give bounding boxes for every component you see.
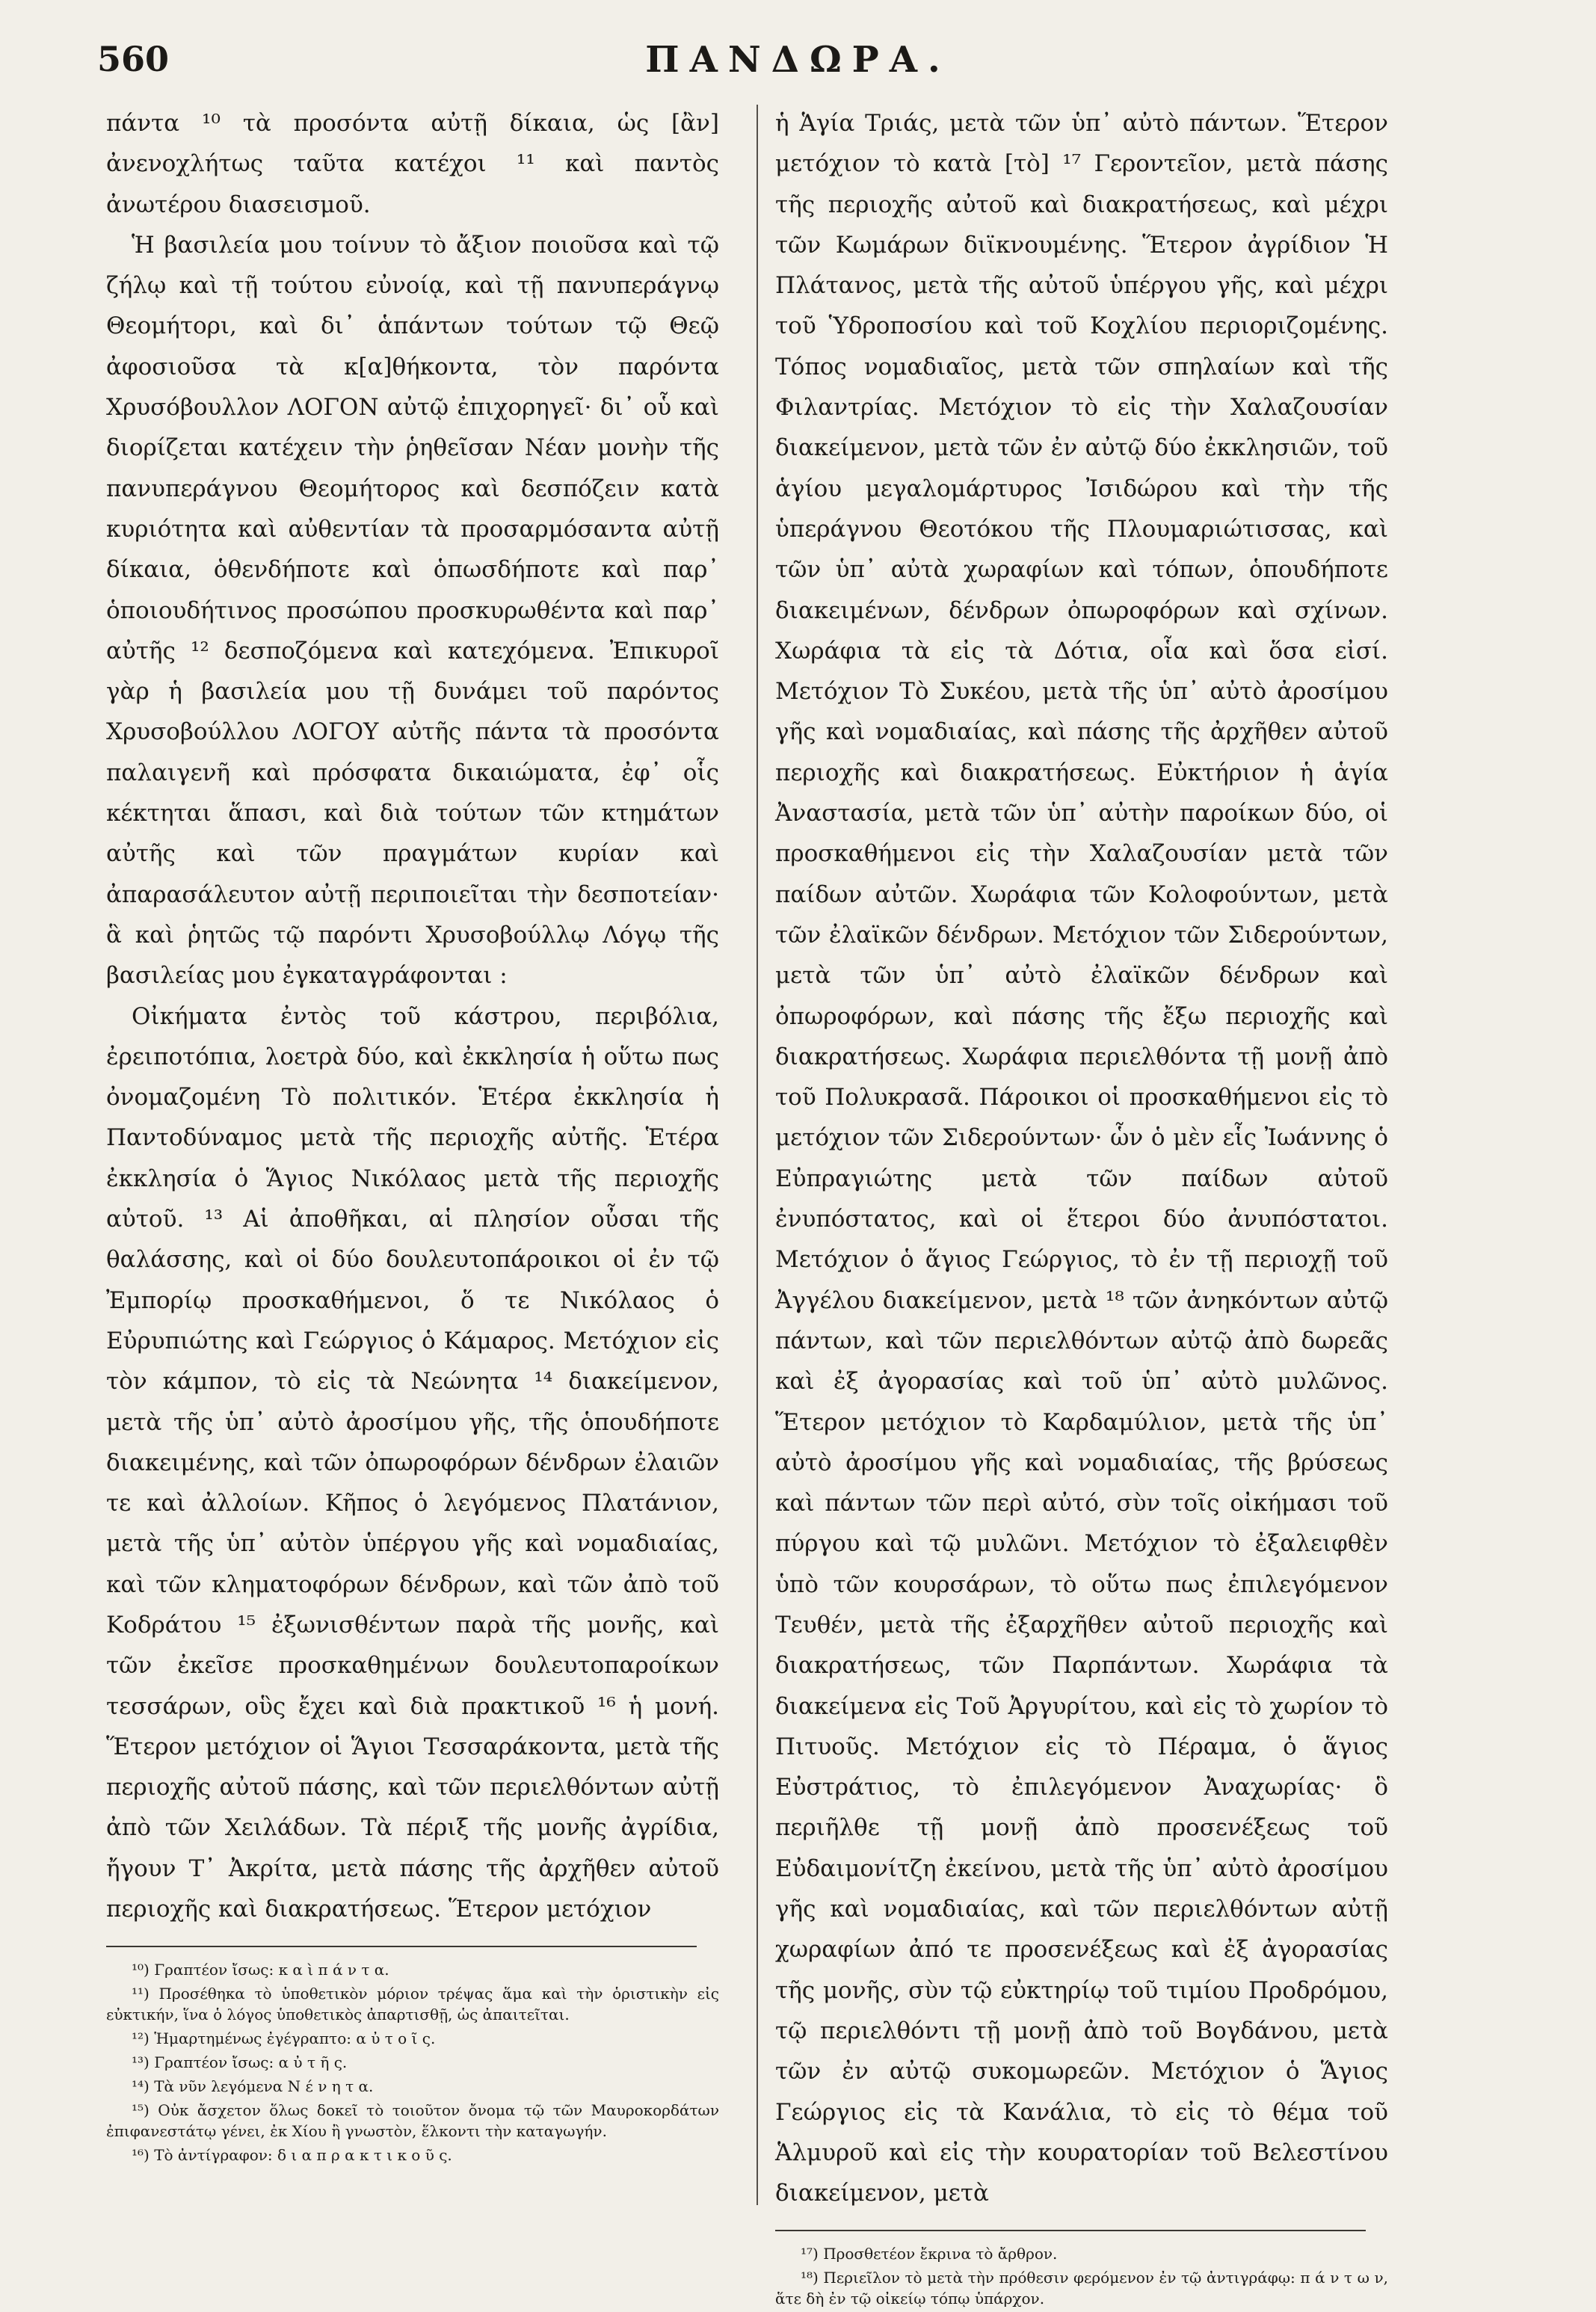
left-body-text	[106, 103, 719, 1929]
right-body-text	[775, 103, 1388, 2213]
footnote: ¹⁵) Οὐκ ἄσχετον ὅλως δοκεῖ τὸ τοιοῦτον ὄνομα τῷ τῶν Μαυροκορδάτων ἐπιφανεστάτῳ γένει, ἐκ Χίου ἢ γνωστὸν, ἕλκοντι τὴν καταγωγήν.	[106, 2101, 719, 2141]
footnote-rule	[106, 1946, 697, 1947]
left-footnotes	[106, 1959, 719, 2165]
left-column	[106, 103, 719, 2168]
footnote: ¹⁷) Προσθετέον ἔκρινα τὸ ἄρθρον.	[801, 2245, 1058, 2263]
right-paragraph: ἡ Ἁγία Τριάς, μετὰ τῶν ὑπ᾽ αὐτὸ πάντων. Ἕτερον μετόχιον τὸ κατὰ [τὸ] ¹⁷ Γεροντεῖον, μετὰ πάσης τῆς περιοχῆς αὐτοῦ καὶ διακρατήσεως, καὶ μέχρι τῶν Κωμάρων διϊκνουμένης. Ἕτερον ἀγρίδιον Ἡ Πλάτανος, μετὰ τῆς αὐτοῦ ὑπέργου γῆς, καὶ μέχρι τοῦ Ὑδροποσίου καὶ τοῦ Κοχλίου περιοριζομένης. Τόπος νομαδιαῖος, μετὰ τῶν σπηλαίων καὶ τῆς Φιλαντρίας. Μετόχιον τὸ εἰς τὴν Χαλαζουσίαν διακείμενον, μετὰ τῶν ἐν αὐτῷ δύο ἐκκλησιῶν, τοῦ ἁγίου μεγαλομάρτυρος Ἰσιδώρου καὶ τὴν τῆς ὑπεράγνου Θεοτόκου τῆς Πλουμαριώτισσας, καὶ τῶν ὑπ᾽ αὐτὰ χωραφίων καὶ τόπων, ὁπουδήποτε διακειμένων, δένδρων ὀπωροφόρων καὶ σχίνων. Χωράφια τὰ εἰς τὰ Δότια, οἷα καὶ ὅσα εἰσί. Μετόχιον Τὸ Συκέου, μετὰ τῆς ὑπ᾽ αὐτὸ ἀροσίμου γῆς καὶ νομαδιαίας, καὶ πάσης τῆς ἀρχῆθεν αὐτοῦ περιοχῆς καὶ διακρατήσεως. Εὐκτήριον ἡ ἁγία Ἀναστασία, μετὰ τῶν ὑπ᾽ αὐτὴν παροίκων δύο, οἱ προσκαθήμενοι εἰς τὴν Χαλαζουσίαν μετὰ τῶν παίδων αὐτῶν. Χωράφια τῶν Κολοφούντων, μετὰ τῶν ἐλαϊκῶν δένδρων. Μετόχιον τῶν Σιδερούντων, μετὰ τῶν ὑπ᾽ αὐτὸ ἐλαϊκῶν δένδρων καὶ ὀπωροφόρων, καὶ πάσης τῆς ἔξω περιοχῆς καὶ διακρατήσεως. Χωράφια περιελθόντα τῇ μονῇ ἀπὸ τοῦ Πολυκρασᾶ. Πάροικοι οἱ προσκαθήμενοι εἰς τὸ μετόχιον τῶν Σιδερούντων· ὧν ὁ μὲν εἷς Ἰωάννης ὁ Εὐπραγιώτης μετὰ τῶν παίδων αὐτοῦ ἐνυπόστατος, καὶ οἱ ἕτεροι δύο ἀνυπόστατοι. Μετόχιον ὁ ἅγιος Γεώργιος, τὸ ἐν τῇ περιοχῇ τοῦ Ἀγγέλου διακείμενον, μετὰ ¹⁸ τῶν ἀνηκόντων αὐτῷ πάντων, καὶ τῶν περιελθόντων αὐτῷ ἀπὸ δωρεᾶς καὶ ἐξ ἀγορασίας καὶ τοῦ ὑπ᾽ αὐτὸ μυλῶνος. Ἕτερον μετόχιον τὸ Καρδαμύλιον, μετὰ τῆς ὑπ᾽ αὐτὸ ἀροσίμου γῆς καὶ νομαδιαίας, τῆς βρύσεως καὶ πάντων τῶν περὶ αὐτό, σὺν τοῖς οἰκήμασι τοῦ πύργου καὶ τῷ μυλῶνι. Μετόχιον τὸ ἐξαλειφθὲν ὑπὸ τῶν κουρσάρων, τὸ οὕτω πως ἐπιλεγόμενον Τευθέν, μετὰ τῆς ἐξαρχῆθεν αὐτοῦ περιοχῆς καὶ διακρατήσεως, τῶν Παρπάντων. Χωράφια τὰ διακείμενα εἰς Τοῦ Ἀργυρίτου, καὶ εἰς τὸ χωρίον τὸ Πιτυοῦς. Μετόχιον εἰς τὸ Πέραμα, ὁ ἅγιος Εὐστράτιος, τὸ ἐπιλεγόμενον Ἀναχωρίας· ὃ περιῆλθε τῇ μονῇ ἀπὸ προσενέξεως τοῦ Εὐδαιμονίτζη ἐκείνου, μετὰ τῆς ὑπ᾽ αὐτὸ ἀροσίμου γῆς καὶ νομαδιαίας, καὶ τῶν περιελθόντων αὐτῇ χωραφίων ἀπό τε προσενέξεως καὶ ἐξ ἀγορασίας τῆς μονῆς, σὺν τῷ εὐκτηρίῳ τοῦ τιμίου Προδρόμου, τῷ περιελθόντι τῇ μονῇ ἀπὸ τοῦ Βογδάνου, μετὰ τῶν ἐν αὐτῷ συκομωρεῶν. Μετόχιον ὁ Ἅγιος Γεώργιος εἰς τὰ Κανάλια, τὸ εἰς τὸ θέμα τοῦ Ἁλμυροῦ καὶ εἰς τὴν κουρατορίαν τοῦ Βελεστίνου διακείμενον, μετὰ	[775, 110, 1388, 2207]
left-paragraph: Οἰκήματα ἐντὸς τοῦ κάστρου, περιβόλια, ἐρειποτόπια, λοετρὰ δύο, καὶ ἐκκλησία ἡ οὕτω πως ὀνομαζομένη Τὸ πολιτικόν. Ἑτέρα ἐκκλησία ἡ Παντοδύναμος μετὰ τῆς περιοχῆς αὐτῆς. Ἑτέρα ἐκκλησία ὁ Ἅγιος Νικόλαος μετὰ τῆς περιοχῆς αὐτοῦ. ¹³ Αἱ ἀποθῆκαι, αἱ πλησίον οὖσαι τῆς θαλάσσης, καὶ οἱ δύο δουλευτοπάροικοι οἱ ἐν τῷ Ἐμπορίῳ προσκαθήμενοι, ὅ τε Νικόλαος ὁ Εὐρυπιώτης καὶ Γεώργιος ὁ Κάμαρος. Μετόχιον εἰς τὸν κάμπον, τὸ εἰς τὰ Νεώνητα ¹⁴ διακείμενον, μετὰ τῆς ὑπ᾽ αὐτὸ ἀροσίμου γῆς, τῆς ὁπουδήποτε διακειμένης, καὶ τῶν ὀπωροφόρων δένδρων ἐλαιῶν τε καὶ ἀλλοίων. Κῆπος ὁ λεγόμενος Πλατάνιον, μετὰ τῆς ὑπ᾽ αὐτὸν ὑπέργου γῆς καὶ νομαδιαίας, καὶ τῶν κληματοφόρων δένδρων, καὶ τῶν ἀπὸ τοῦ Κοδράτου ¹⁵ ἐξωνισθέντων παρὰ τῆς μονῆς, καὶ τῶν ἐκεῖσε προσκαθημένων δουλευτοπαροίκων τεσσάρων, οὓς ἔχει καὶ διὰ πρακτικοῦ ¹⁶ ἡ μονή. Ἕτερον μετόχιον οἱ Ἅγιοι Τεσσαράκοντα, μετὰ τῆς περιοχῆς αὐτοῦ πάσης, καὶ τῶν περιελθόντων αὐτῇ ἀπὸ τῶν Χειλάδων. Τὰ πέριξ τῆς μονῆς ἀγρίδια, ἤγουν Τ᾽ Ἀκρίτα, μετὰ πάσης τῆς ἀρχῆθεν αὐτοῦ περιοχῆς καὶ διακρατήσεως. Ἕτερον μετόχιον	[106, 1002, 719, 1923]
footnote-rule	[775, 2230, 1366, 2231]
page-number: 560	[97, 39, 170, 79]
footnote: ¹¹) Προσέθηκα τὸ ὑποθετικὸν μόριον τρέψας ἅμα καὶ τὴν ὁριστικὴν εἰς εὐκτικήν, ἵνα ὁ λόγος ὑποθετικὸς ἀπαρτισθῇ, ὡς ἀπαιτεῖται.	[106, 1985, 719, 2024]
page-header	[0, 39, 1596, 91]
footnote: ¹⁰) Γραπτέον ἴσως: κ α ὶ π ά ν τ α.	[132, 1961, 389, 1979]
footnote: ¹⁶) Τὸ ἀντίγραφον: δ ι α π ρ α κ τ ι κ ο ῦ ς.	[132, 2146, 452, 2165]
right-column	[775, 103, 1388, 2312]
left-paragraph: Ἡ βασιλεία μου τοίνυν τὸ ἄξιον ποιοῦσα καὶ τῷ ζήλῳ καὶ τῇ τούτου εὐνοίᾳ, καὶ τῇ πανυπεράγνῳ Θεομήτορι, καὶ δι᾽ ἁπάντων τούτων τῷ Θεῷ ἀφοσιοῦσα τὰ κ[α]θήκοντα, τὸν παρόντα Χρυσόβουλλον ΛΟΓΟΝ αὐτῷ ἐπιχορηγεῖ· δι᾽ οὗ καὶ διορίζεται κατέχειν τὴν ῥηθεῖσαν Νέαν μονὴν τῆς πανυπεράγνου Θεομήτορος καὶ δεσπόζειν κατὰ κυριότητα καὶ αὐθεντίαν τὰ προσαρμόσαντα αὐτῇ δίκαια, ὁθενδήποτε καὶ ὁπωσδήποτε καὶ παρ᾽ ὁποιουδήτινος προσώπου προσκυρωθέντα καὶ παρ᾽ αὐτῆς ¹² δεσποζόμενα καὶ κατεχόμενα. Ἐπικυροῖ γὰρ ἡ βασιλεία μου τῇ δυνάμει τοῦ παρόντος Χρυσοβούλλου ΛΟΓΟΥ αὐτῆς πάντα τὰ προσόντα παλαιγενῆ καὶ πρόσφατα δικαιώματα, ἐφ᾽ οἷς κέκτηται ἅπασι, καὶ διὰ τούτων τῶν κτημάτων αὐτῆς καὶ τῶν πραγμάτων κυρίαν καὶ ἀπαρασάλευτον αὐτῇ περιποιεῖται τὴν δεσποτείαν· ἃ καὶ ῥητῶς τῷ παρόντι Χρυσοβούλλῳ Λόγῳ τῆς βασιλείας μου ἐγκαταγράφονται :	[106, 231, 719, 990]
right-footnotes	[775, 2243, 1388, 2309]
left-paragraph: πάντα ¹⁰ τὰ προσόντα αὐτῇ δίκαια, ὡς [ἂν] ἀνενοχλήτως ταῦτα κατέχοι ¹¹ καὶ παντὸς ἀνωτέρου διασεισμοῦ.	[106, 110, 719, 218]
journal-title: ΠΑΝΔΩΡΑ.	[645, 39, 951, 81]
footnote: ¹³) Γραπτέον ἴσως: α ὐ τ ῆ ς.	[132, 2053, 348, 2072]
footnote: ¹⁴) Τὰ νῦν λεγόμενα Ν έ ν η τ α.	[132, 2077, 374, 2096]
column-divider	[757, 105, 758, 2205]
footnote: ¹⁸) Περιεῖλον τὸ μετὰ τὴν πρόθεσιν φερόμενον ἐν τῷ ἀντιγράφῳ: π ά ν τ ω ν, ἅτε δὴ ἐν τῷ οἰκείῳ τόπῳ ὑπάρχον.	[775, 2269, 1388, 2308]
footnote: ¹²) Ἡμαρτημένως ἐγέγραπτο: α ὐ τ ο ῖ ς.	[132, 2029, 436, 2048]
